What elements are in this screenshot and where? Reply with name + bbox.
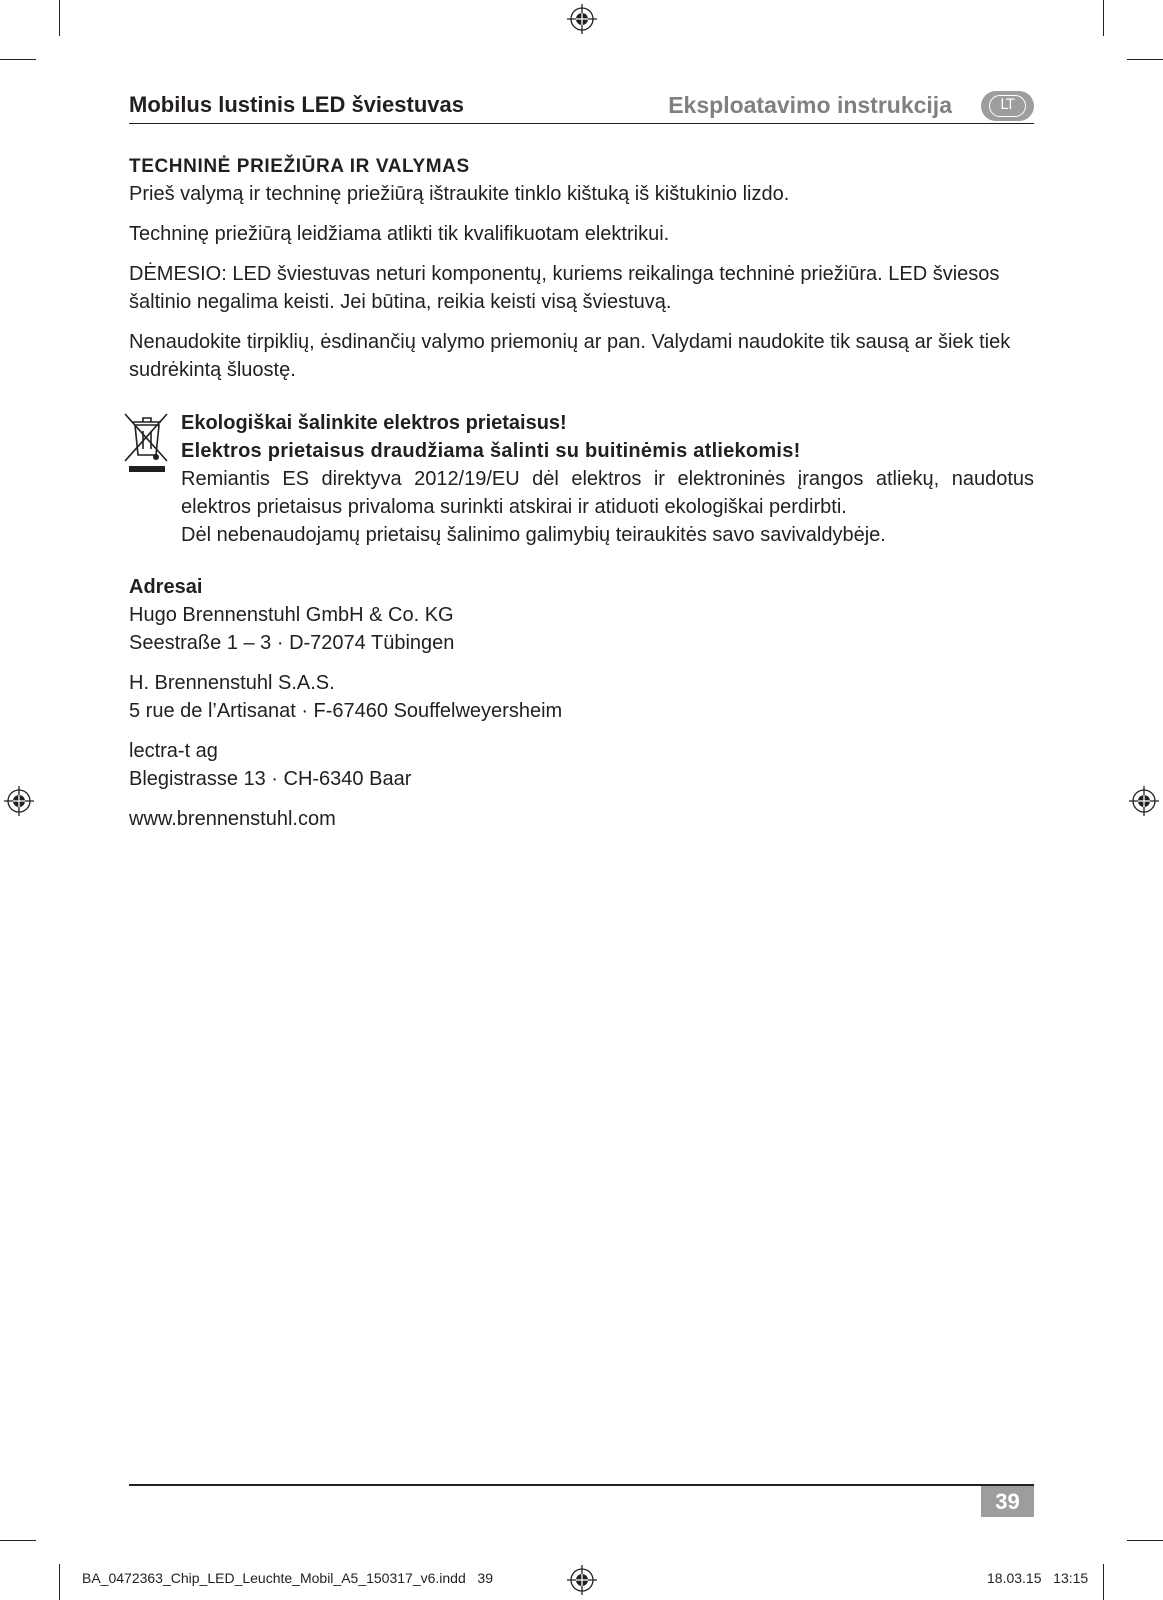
maintenance-paragraph: Prieš valymą ir techninę priežiūrą ištraukite tinklo kištuką iš kištukinio lizdo. [129,183,790,205]
crop-mark-bottom-left-h [0,1540,36,1541]
footer-rule [129,1484,1034,1486]
document-type: Eksploatavimo instrukcija [668,92,952,118]
disposal-title: Ekologiškai šalinkite elektros prietaisus! [181,412,567,434]
crop-mark-top-right-h [1127,59,1163,60]
address-line: lectra-t ag [129,740,218,762]
crossed-out-wheelie-bin-icon [123,411,171,473]
disposal-text: Remiantis ES direktyva 2012/19/EU dėl elektros ir elektroninės įrangos atliekų, naudotus elektros prietaisus privaloma surinkti atskirai ir atiduoti ekologiškai perdirbti. [181,468,1034,518]
registration-mark-icon [4,786,34,816]
address-line: H. Brennenstuhl S.A.S. [129,672,335,694]
addresses-title: Adresai [129,576,203,598]
print-slug-file: BA_0472363_Chip_LED_Leuchte_Mobil_A5_150317_v6.indd 39 [82,1570,493,1586]
crop-mark-top-left-v [59,0,60,36]
print-slug-date: 18.03.15 13:15 [987,1570,1089,1586]
page-header [129,88,1034,124]
disposal-warning: Elektros prietaisus draudžiama šalinti su buitinėmis atliekomis! [181,440,801,462]
main-content [129,154,1034,833]
address-line: 5 rue de l’Artisanat · F-67460 Souffelweyersheim [129,700,563,722]
website-link[interactable]: www.brennenstuhl.com [129,808,336,830]
maintenance-paragraph: Nenaudokite tirpiklių, ėsdinančių valymo priemonių ar pan. Valydami naudokite tik sausą ar šiek tiek sudrėkintą šluostę. [129,331,1011,381]
disposal-text: Dėl nebenaudojamų prietaisų šalinimo galimybių teiraukitės savo savivaldybėje. [181,524,886,546]
registration-mark-icon [567,1565,597,1595]
crop-mark-bottom-right-h [1127,1540,1163,1541]
address-line: Hugo Brennenstuhl GmbH & Co. KG [129,604,454,626]
maintenance-paragraph: DĖMESIO: LED šviestuvas neturi komponentų, kuriems reikalinga techninė priežiūra. LED šviesos šaltinio negalima keisti. Jei būtina, reikia keisti visą šviestuvą. [129,263,1000,313]
address-line: Blegistrasse 13 · CH-6340 Baar [129,768,412,790]
disposal-block [129,409,1034,549]
maintenance-paragraph: Techninę priežiūrą leidžiama atlikti tik kvalifikuotam elektrikui. [129,223,670,245]
crop-mark-top-left-h [0,59,36,60]
section-title-maintenance: TECHNINĖ PRIEŽIŪRA IR VALYMAS [129,156,470,177]
language-badge [981,91,1034,121]
page-number: 39 [981,1486,1034,1517]
registration-mark-icon [1129,786,1159,816]
crop-mark-bottom-left-v [59,1564,60,1600]
crop-mark-top-right-v [1103,0,1104,36]
address-line: Seestraße 1 – 3 · D-72074 Tübingen [129,632,455,654]
registration-mark-icon [567,4,597,34]
product-title: Mobilus lustinis LED šviestuvas [129,92,464,117]
crop-mark-bottom-right-v [1103,1564,1104,1600]
language-code: LT [989,95,1026,117]
